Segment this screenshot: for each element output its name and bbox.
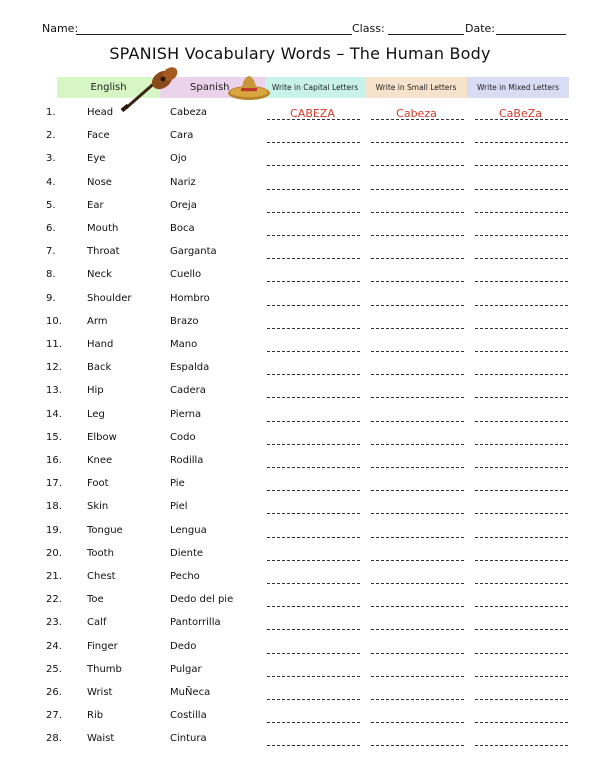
date-field[interactable] — [496, 34, 566, 35]
column-header-small: Write in Small Letters — [365, 77, 467, 98]
row-number: 15. — [46, 431, 62, 443]
row-number: 2. — [46, 130, 56, 142]
spanish-word: Pantorrilla — [170, 617, 221, 629]
spanish-word: Garganta — [170, 246, 217, 258]
small-letters-blank[interactable] — [371, 316, 464, 329]
capital-letters-blank[interactable] — [267, 246, 360, 259]
vocab-row — [0, 499, 600, 519]
spanish-word: Ojo — [170, 153, 187, 165]
sombrero-icon — [227, 72, 271, 102]
english-word: Face — [87, 130, 110, 142]
capital-letters-blank[interactable] — [267, 617, 360, 630]
spanish-word: Mano — [170, 339, 198, 350]
vocab-row — [0, 546, 600, 566]
capital-letters-blank[interactable] — [267, 687, 360, 700]
spanish-word: Cabeza — [170, 107, 207, 118]
small-letters-blank[interactable] — [371, 548, 464, 561]
column-header-spanish: Spanish — [160, 77, 265, 98]
english-word: Shoulder — [87, 292, 132, 304]
capital-letters-blank[interactable] — [267, 432, 360, 445]
mixed-letters-blank[interactable] — [475, 362, 568, 375]
vocab-row — [0, 314, 600, 334]
spanish-word: Nariz — [170, 176, 196, 188]
spanish-word: Oreja — [170, 199, 197, 211]
vocab-row — [0, 407, 600, 427]
row-number: 7. — [46, 246, 56, 258]
capital-letters-blank[interactable] — [267, 710, 360, 723]
spanish-word: Dedo — [170, 640, 197, 652]
small-letters-blank[interactable] — [371, 664, 464, 677]
row-number: 26. — [46, 687, 62, 698]
spanish-word: MuÑeca — [170, 687, 211, 698]
mixed-letters-blank[interactable] — [475, 177, 568, 190]
mixed-letters-blank[interactable] — [475, 316, 568, 329]
date-label: Date: — [465, 22, 495, 35]
capital-letters-blank[interactable] — [267, 525, 360, 538]
capital-letters-blank[interactable] — [267, 107, 360, 120]
english-word: Wrist — [87, 687, 113, 698]
vocab-row — [0, 267, 600, 287]
small-letters-blank[interactable] — [371, 617, 464, 630]
mixed-letters-blank[interactable] — [475, 525, 568, 538]
small-letters-blank[interactable] — [371, 246, 464, 259]
capital-letters-blank[interactable] — [267, 223, 360, 236]
english-word: Elbow — [87, 431, 117, 443]
spanish-word: Codo — [170, 431, 196, 443]
small-letters-blank[interactable] — [371, 269, 464, 282]
row-number: 9. — [46, 292, 56, 304]
column-header-english: English — [57, 77, 160, 98]
row-number: 13. — [46, 385, 62, 397]
small-letters-blank[interactable] — [371, 409, 464, 422]
vocab-row — [0, 198, 600, 218]
capital-letters-blank[interactable] — [267, 664, 360, 677]
row-number: 17. — [46, 478, 62, 490]
vocab-row — [0, 105, 600, 125]
english-word: Thumb — [87, 663, 122, 675]
spanish-word: Rodilla — [170, 455, 204, 466]
capital-letters-blank[interactable] — [267, 130, 360, 143]
small-letters-blank[interactable] — [371, 177, 464, 190]
english-word: Nose — [87, 176, 112, 188]
spanish-word: Dedo del pie — [170, 594, 234, 606]
row-number: 16. — [46, 455, 62, 466]
english-word: Finger — [87, 640, 118, 652]
spanish-word: Pecho — [170, 571, 200, 582]
mixed-letters-blank[interactable] — [475, 687, 568, 700]
vocab-row — [0, 221, 600, 241]
mixed-letters-blank[interactable] — [475, 223, 568, 236]
example-mixed: CaBeZa — [498, 107, 542, 120]
english-word: Calf — [87, 617, 107, 629]
mixed-letters-blank[interactable] — [475, 200, 568, 213]
vocab-row — [0, 592, 600, 612]
small-letters-blank[interactable] — [371, 571, 464, 584]
name-label: Name: — [42, 22, 79, 35]
mixed-letters-blank[interactable] — [475, 269, 568, 282]
spanish-word: Piel — [170, 501, 188, 513]
small-letters-blank[interactable] — [371, 525, 464, 538]
row-number: 5. — [46, 199, 56, 211]
small-letters-blank[interactable] — [371, 432, 464, 445]
mixed-letters-blank[interactable] — [475, 385, 568, 398]
mixed-letters-blank[interactable] — [475, 409, 568, 422]
capital-letters-blank[interactable] — [267, 409, 360, 422]
vocab-row — [0, 731, 600, 751]
vocab-row — [0, 476, 600, 496]
capital-letters-blank[interactable] — [267, 339, 360, 352]
vocab-row — [0, 639, 600, 659]
class-label: Class: — [352, 22, 385, 35]
english-word: Ear — [87, 199, 104, 211]
page-title: SPANISH Vocabulary Words – The Human Body — [109, 44, 491, 63]
example-small: Cabeza — [396, 107, 437, 120]
vocab-row — [0, 569, 600, 589]
row-number: 20. — [46, 547, 62, 559]
english-word: Foot — [87, 478, 109, 490]
english-word: Mouth — [87, 223, 119, 234]
row-number: 8. — [46, 269, 56, 281]
english-word: Rib — [87, 710, 104, 722]
small-letters-blank[interactable] — [371, 455, 464, 468]
mixed-letters-blank[interactable] — [475, 733, 568, 746]
spanish-word: Costilla — [170, 710, 207, 722]
english-word: Throat — [87, 246, 120, 258]
capital-letters-blank[interactable] — [267, 641, 360, 654]
row-number: 12. — [46, 362, 62, 374]
capital-letters-blank[interactable] — [267, 733, 360, 746]
english-word: Tooth — [87, 547, 114, 559]
mixed-letters-blank[interactable] — [475, 153, 568, 166]
row-number: 24. — [46, 640, 62, 652]
capital-letters-blank[interactable] — [267, 455, 360, 468]
header-line — [0, 22, 600, 40]
mixed-letters-blank[interactable] — [475, 548, 568, 561]
small-letters-blank[interactable] — [371, 153, 464, 166]
vocab-row — [0, 383, 600, 403]
small-letters-blank[interactable] — [371, 641, 464, 654]
mixed-letters-blank[interactable] — [475, 710, 568, 723]
spanish-word: Pulgar — [170, 663, 202, 675]
row-number: 28. — [46, 733, 62, 745]
row-number: 23. — [46, 617, 62, 629]
spanish-word: Cintura — [170, 733, 207, 745]
small-letters-blank[interactable] — [371, 478, 464, 491]
mixed-letters-blank[interactable] — [475, 455, 568, 468]
spanish-word: Diente — [170, 547, 204, 559]
example-capital: CABEZA — [290, 107, 335, 120]
english-word: Chest — [87, 571, 116, 582]
column-header-capital: Write in Capital Letters — [265, 77, 365, 98]
english-word: Toe — [87, 594, 104, 606]
vocab-row — [0, 337, 600, 357]
vocab-row — [0, 685, 600, 705]
vocab-row — [0, 662, 600, 682]
capital-letters-blank[interactable] — [267, 269, 360, 282]
column-header-mixed: Write in Mixed Letters — [467, 77, 569, 98]
row-number: 3. — [46, 153, 56, 165]
small-letters-blank[interactable] — [371, 594, 464, 607]
capital-letters-blank[interactable] — [267, 571, 360, 584]
row-number: 6. — [46, 223, 56, 234]
spanish-word: Cuello — [170, 269, 202, 281]
small-letters-blank[interactable] — [371, 293, 464, 306]
capital-letters-blank[interactable] — [267, 200, 360, 213]
vocab-row — [0, 360, 600, 380]
mixed-letters-blank[interactable] — [475, 594, 568, 607]
spanish-word: Espalda — [170, 362, 210, 374]
vocab-row — [0, 175, 600, 195]
english-word: Neck — [87, 269, 112, 281]
capital-letters-blank[interactable] — [267, 501, 360, 514]
small-letters-blank[interactable] — [371, 200, 464, 213]
small-letters-blank[interactable] — [371, 687, 464, 700]
capital-letters-blank[interactable] — [267, 153, 360, 166]
english-word: Skin — [87, 501, 109, 513]
capital-letters-blank[interactable] — [267, 316, 360, 329]
english-word: Arm — [87, 315, 108, 327]
vocab-row — [0, 244, 600, 264]
english-word: Head — [87, 107, 114, 118]
english-word: Waist — [87, 733, 115, 745]
small-letters-blank[interactable] — [371, 733, 464, 746]
row-number: 10. — [46, 315, 62, 327]
mixed-letters-blank[interactable] — [475, 293, 568, 306]
row-number: 14. — [46, 408, 62, 420]
row-number: 21. — [46, 571, 62, 582]
small-letters-blank[interactable] — [371, 362, 464, 375]
row-number: 19. — [46, 524, 62, 536]
vocab-row — [0, 430, 600, 450]
vocab-row — [0, 708, 600, 728]
spanish-word: Hombro — [170, 292, 210, 304]
capital-letters-blank[interactable] — [267, 385, 360, 398]
mixed-letters-blank[interactable] — [475, 339, 568, 352]
spanish-word: Pierna — [170, 408, 202, 420]
mixed-letters-blank[interactable] — [475, 571, 568, 584]
english-word: Hip — [87, 385, 104, 397]
spanish-word: Lengua — [170, 524, 207, 536]
english-word: Hand — [87, 339, 114, 350]
capital-letters-blank[interactable] — [267, 594, 360, 607]
mixed-letters-blank[interactable] — [475, 641, 568, 654]
capital-letters-blank[interactable] — [267, 362, 360, 375]
small-letters-blank[interactable] — [371, 710, 464, 723]
vocab-row — [0, 453, 600, 473]
row-number: 4. — [46, 176, 56, 188]
mixed-letters-blank[interactable] — [475, 664, 568, 677]
spanish-word: Boca — [170, 223, 195, 234]
small-letters-blank[interactable] — [371, 339, 464, 352]
mixed-letters-blank[interactable] — [475, 617, 568, 630]
mixed-letters-blank[interactable] — [475, 501, 568, 514]
small-letters-blank[interactable] — [371, 385, 464, 398]
vocab-row — [0, 151, 600, 171]
row-number: 27. — [46, 710, 62, 722]
english-word: Tongue — [87, 524, 123, 536]
vocab-row — [0, 128, 600, 148]
capital-letters-blank[interactable] — [267, 177, 360, 190]
small-letters-blank[interactable] — [371, 223, 464, 236]
english-word: Leg — [87, 408, 105, 420]
row-number: 25. — [46, 663, 62, 675]
name-field[interactable] — [76, 34, 352, 35]
small-letters-blank[interactable] — [371, 130, 464, 143]
class-field[interactable] — [388, 34, 464, 35]
small-letters-blank[interactable] — [371, 107, 464, 120]
vocab-row — [0, 615, 600, 635]
capital-letters-blank[interactable] — [267, 548, 360, 561]
english-word: Knee — [87, 455, 113, 466]
mixed-letters-blank[interactable] — [475, 107, 568, 120]
spanish-word: Cadera — [170, 385, 206, 397]
mixed-letters-blank[interactable] — [475, 478, 568, 491]
mixed-letters-blank[interactable] — [475, 432, 568, 445]
vocab-row — [0, 523, 600, 543]
row-number: 22. — [46, 594, 62, 606]
mixed-letters-blank[interactable] — [475, 246, 568, 259]
english-word: Eye — [87, 153, 106, 165]
mixed-letters-blank[interactable] — [475, 130, 568, 143]
row-number: 18. — [46, 501, 62, 513]
small-letters-blank[interactable] — [371, 501, 464, 514]
spanish-word: Brazo — [170, 315, 199, 327]
row-number: 11. — [46, 339, 62, 350]
capital-letters-blank[interactable] — [267, 478, 360, 491]
english-word: Back — [87, 362, 112, 374]
capital-letters-blank[interactable] — [267, 293, 360, 306]
spanish-word: Pie — [170, 478, 185, 490]
vocab-row — [0, 291, 600, 311]
spanish-word: Cara — [170, 130, 194, 142]
row-number: 1. — [46, 107, 56, 118]
